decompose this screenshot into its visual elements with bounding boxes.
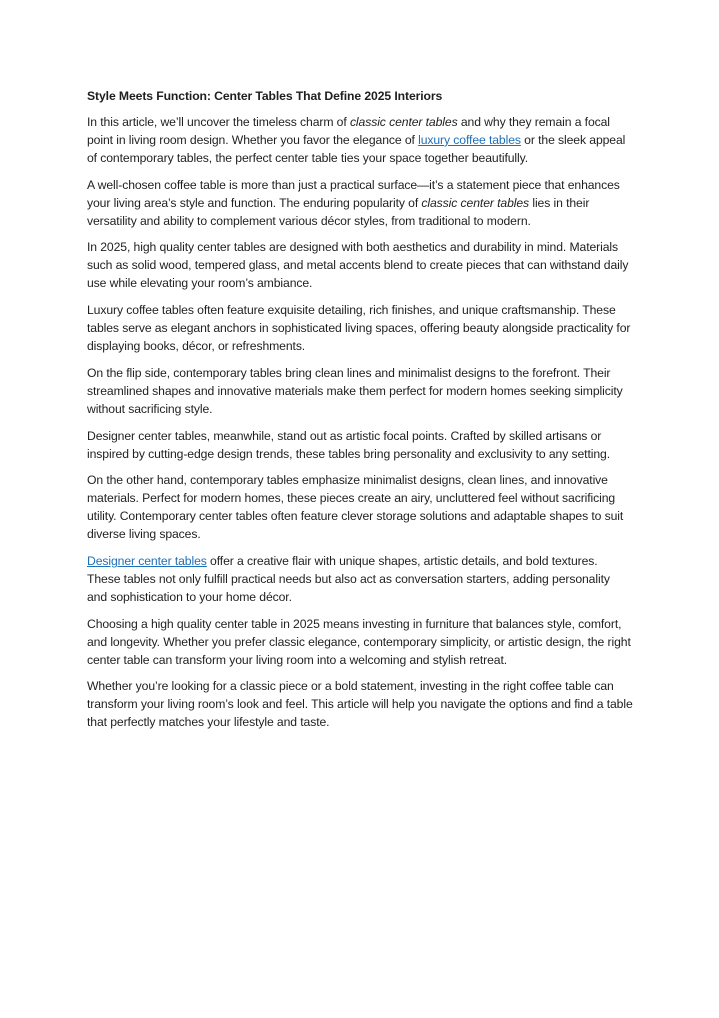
emphasis-text: classic center tables xyxy=(421,195,530,210)
paragraph-intro xyxy=(87,114,633,168)
paragraph-text: offer a creative flair with unique shapes, artistic details, and bold textures. These tables not only fulfill practical needs but also act as conversation starters, adding personality and sophistication to your home décor. xyxy=(87,554,610,604)
paragraph-text: and why they remain a focal point in living room design. Whether you favor the elegance of xyxy=(87,115,610,147)
paragraph-materials: In 2025, high quality center tables are designed with both aesthetics and durability in mind. Materials such as solid wood, tempered glass, and metal accents blend to create pieces that can withstand daily use while elevating your room’s ambiance. xyxy=(87,240,629,291)
paragraph-coffee-table xyxy=(87,177,633,231)
paragraph-closing: Whether you’re looking for a classic piece or a bold statement, investing in the right coffee table can transform your living room’s look and feel. This article will help you navigate the options and find a table that perfectly matches your lifestyle and taste. xyxy=(87,679,633,730)
luxury-coffee-tables-link[interactable]: luxury coffee tables xyxy=(418,132,521,147)
paragraph-contemporary: On the flip side, contemporary tables bring clean lines and minimalist designs to the forefront. Their streamlined shapes and innovative materials make them perfect for modern homes seeking simplicity without sacrificing style. xyxy=(87,365,623,416)
paragraph-choosing: Choosing a high quality center table in 2025 means investing in furniture that balances style, comfort, and longevity. Whether you prefer classic elegance, contemporary simplicity, or artistic design, the right center table can transform your living room into a welcoming and stylish retreat. xyxy=(87,616,631,667)
article-title: Style Meets Function: Center Tables That Define 2025 Interiors xyxy=(87,89,443,103)
paragraph-text: In this article, we’ll uncover the timeless charm of xyxy=(87,115,350,129)
paragraph-luxury: Luxury coffee tables often feature exquisite detailing, rich finishes, and unique craftsmanship. These tables serve as elegant anchors in sophisticated living spaces, offering beauty alongside practicality for displaying books, décor, or refreshments. xyxy=(87,303,631,353)
paragraph-text: lies in their versatility and ability to complement various décor styles, from traditional to modern. xyxy=(87,195,590,228)
paragraph-text: or the sleek appeal of contemporary tables, the perfect center table ties your space together beautifully. xyxy=(87,132,626,165)
paragraph-text: A well-chosen coffee table is more than just a practical surface—it’s a statement piece that enhances your living area’s style and function. The enduring popularity of xyxy=(87,177,620,210)
paragraph-minimalist: On the other hand, contemporary tables emphasize minimalist designs, clean lines, and innovative materials. Perfect for modern homes, these pieces create an airy, uncluttered feel without sacrificing utility. Contemporary center tables often feature clever storage solutions and adaptable shapes to suit diverse living spaces. xyxy=(87,473,624,542)
paragraph-creative xyxy=(87,553,633,607)
paragraph-designer: Designer center tables, meanwhile, stand out as artistic focal points. Crafted by skilled artisans or inspired by cutting-edge design trends, these tables bring personality and exclusivity to any setting. xyxy=(87,428,610,461)
designer-center-tables-link[interactable]: Designer center tables xyxy=(87,554,207,569)
emphasis-text: classic center tables xyxy=(349,115,458,129)
